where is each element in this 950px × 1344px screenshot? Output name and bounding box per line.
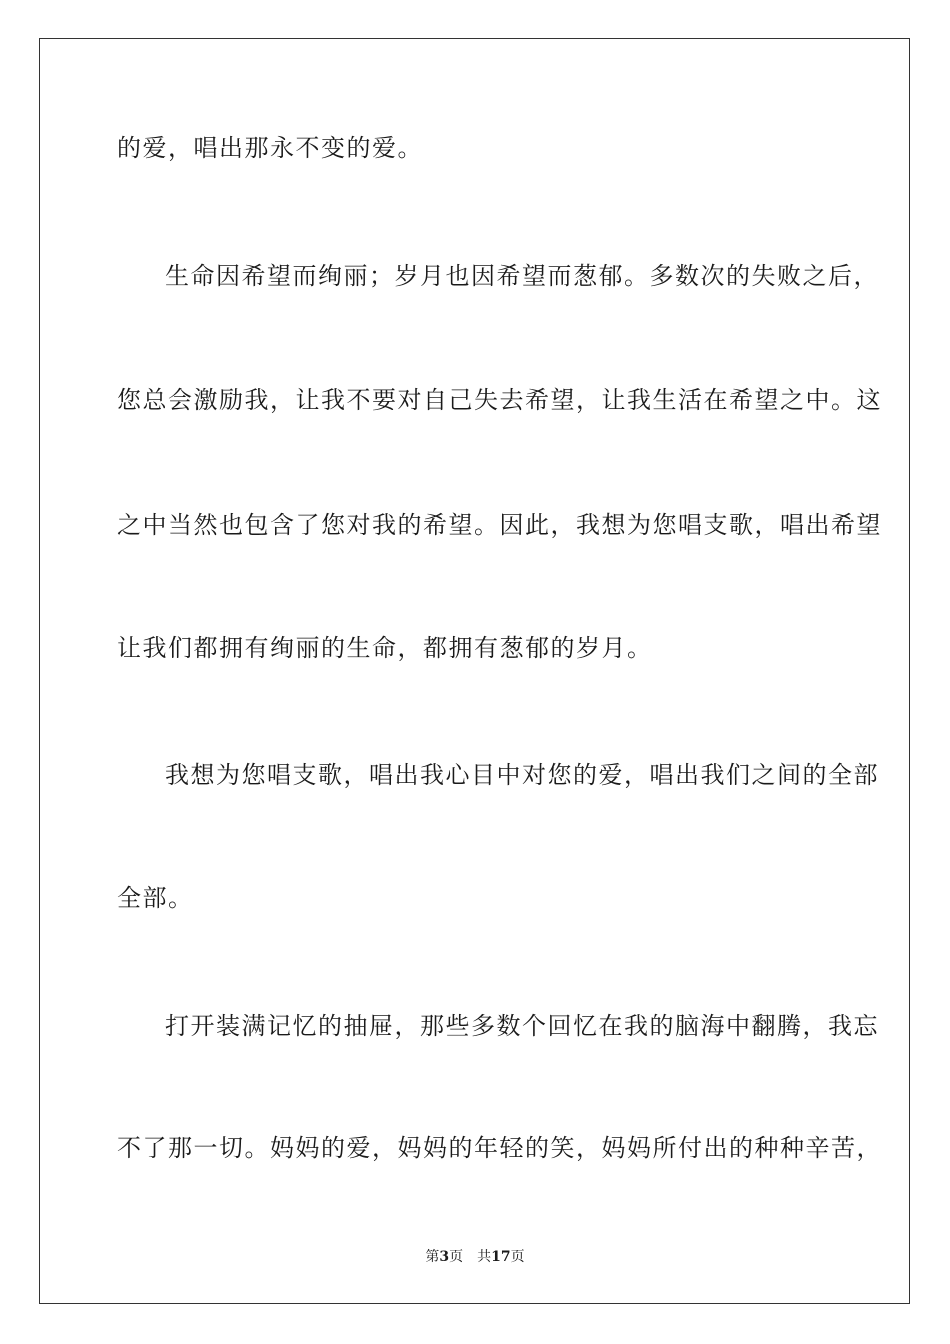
page-number: 3 [439, 1249, 450, 1265]
total-suffix: 页 [510, 1249, 525, 1265]
page-suffix: 页 [449, 1249, 464, 1265]
text-line: 不了那一切。妈妈的爱，妈妈的年轻的笑，妈妈所付出的种种辛苦， [117, 1134, 882, 1162]
text-line: 的爱，唱出那永不变的爱。 [117, 134, 423, 162]
total-pages: 17 [491, 1249, 511, 1265]
text-line: 您总会激励我，让我不要对自己失去希望，让我生活在希望之中。这 [117, 386, 882, 414]
paragraph-first-line: 生命因希望而绚丽；岁月也因希望而葱郁。多数次的失败之后， [165, 262, 879, 290]
page-border [39, 38, 910, 1304]
paragraph-first-line: 打开装满记忆的抽屉，那些多数个回忆在我的脑海中翻腾，我忘 [165, 1012, 879, 1040]
text-line: 之中当然也包含了您对我的希望。因此，我想为您唱支歌，唱出希望 [117, 511, 882, 539]
total-prefix: 共 [477, 1249, 492, 1265]
page-prefix: 第 [425, 1249, 440, 1265]
paragraph-first-line: 我想为您唱支歌，唱出我心目中对您的爱，唱出我们之间的全部 [165, 761, 879, 789]
text-line: 让我们都拥有绚丽的生命，都拥有葱郁的岁月。 [117, 634, 653, 662]
page-footer [0, 1248, 950, 1266]
text-line: 全部。 [117, 884, 194, 912]
